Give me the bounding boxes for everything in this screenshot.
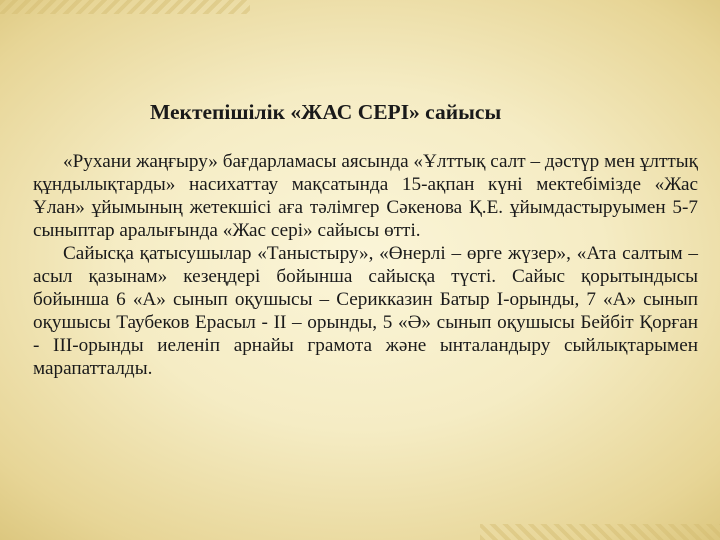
slide-body	[33, 150, 698, 380]
paragraph-1: «Рухани жаңғыру» бағдарламасы аясында «Ұлттық салт – дәстүр мен ұлттық құндылықтарды» насихаттау мақсатында 15-ақпан күні мектебімізде «Жас Ұлан» ұйымының жетекшісі аға тәлімгер Сәкенова Қ.Е. ұйымдастыруымен 5-7 сыныптар аралығында «Жас серi» сайысы өтті.	[33, 151, 698, 241]
slide-title: Мектепішілік «ЖАС СЕРІ» сайысы	[150, 100, 502, 124]
decorative-chevron-strip-bottom	[480, 524, 720, 540]
decorative-chevron-strip-top	[0, 0, 250, 14]
paragraph-2: Сайысқа қатысушылар «Таныстыру», «Өнерлі – өрге жүзер», «Ата салтым – асыл қазынам» кезеңдері бойынша сайысқа түсті. Сайыс қорытындысы бойынша 6 «А» сынып оқушысы – Серикказин Батыр I-орынды, 7 «А» сынып оқушысы Таубеков Ерасыл - II – орынды, 5 «Ә» сынып оқушысы Бейбіт Қорған - III-орынды иеленіп арнайы грамота және ынталандыру сыйлықтарымен марапатталды.	[33, 243, 698, 379]
